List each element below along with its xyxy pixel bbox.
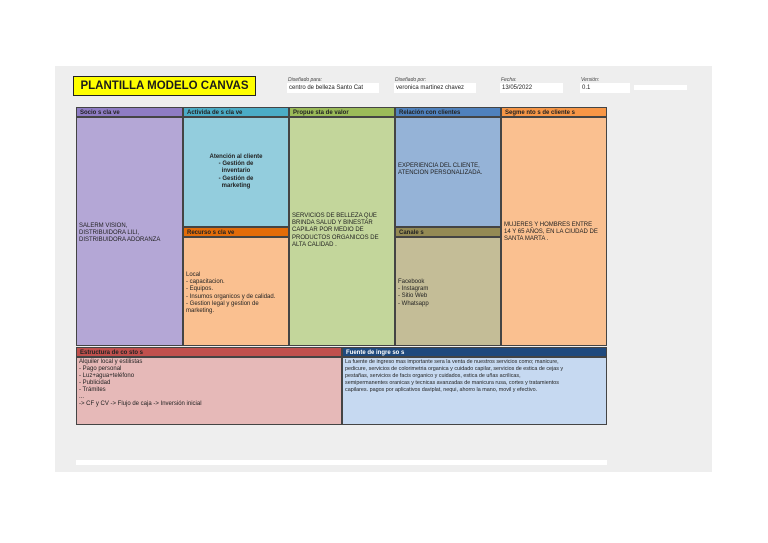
designed-for-label: Diseñado para: bbox=[288, 77, 322, 83]
value-header: Propue sta de valor bbox=[289, 107, 395, 117]
resources-header: Recurso s cla ve bbox=[183, 227, 289, 237]
version-field[interactable]: 0.1 bbox=[580, 83, 630, 93]
segments-header: Segme nto s de cliente s bbox=[501, 107, 607, 117]
relations-header: Relación con clientes bbox=[395, 107, 501, 117]
designed-by-label: Diseñado por: bbox=[395, 77, 427, 83]
version-label: Versión: bbox=[581, 77, 600, 83]
template-title: PLANTILLA MODELO CANVAS bbox=[73, 76, 256, 96]
partners-header: Socio s cla ve bbox=[76, 107, 183, 117]
segments-text: MUJERES Y HOMBRES ENTRE 14 Y 65 AÑOS, EN LA CIUDAD DE SANTA MARTA . bbox=[504, 222, 598, 243]
value-text: SERVICIOS DE BELLEZA QUE BRINDA SALUD Y BINESTAR CAPILAR POR MEDIO DE PRODUCTOS ORGANICOS DE ALTA CALIDAD . bbox=[292, 213, 379, 248]
date-label: Fecha: bbox=[501, 77, 517, 83]
date-field[interactable]: 13/05/2022 bbox=[500, 83, 563, 93]
extra-field bbox=[634, 85, 687, 90]
channels-text: Facebook - Instagram - Sitio Web - Whatsapp bbox=[398, 279, 429, 307]
designed-for-field[interactable]: centro de belleza Santo Cat bbox=[287, 83, 379, 93]
activities-text: Atención al cliente - Gestión de inventario - Gestión de marketing bbox=[209, 154, 263, 189]
activities-header: Activida de s cla ve bbox=[183, 107, 289, 117]
relations-text: EXPERIENCIA DEL CLIENTE, ATENCION PERSONALIZADA. bbox=[398, 163, 483, 177]
costs-header: Estructura de co sto s bbox=[76, 347, 342, 357]
costs-text: Alquiler local y estilistas - Pago personal - Luz+agua+teléfono - Publicidad - Trámites ... -> CF y CV -> Flujo de caja -> Inversión inicial bbox=[79, 359, 202, 407]
resources-text: Local - capacitacion. - Equipos. - Insumos organicos y de calidad. - Gestion legal y gestion de marketing. bbox=[186, 272, 276, 315]
channels-header: Canale s bbox=[395, 227, 501, 237]
partners-text: SALERM VISION, DISTRIBUIDORA LILI, DISTRIBUIDORA ADORANZA bbox=[79, 223, 161, 244]
footer-bar bbox=[76, 460, 607, 465]
revenue-header: Fuente de ingre so s bbox=[342, 347, 607, 357]
revenue-text: La fuente de ingreso mas importante sera la venta de nuestros servicios como; manicure, pedicure, servicios de colorimetria organica y cuidado capilar, servicios de estica de cejas y pestañas, servicios de facis organico y cuidados, estica de uñas acrilicas, semipermanentes oranicas y tecnicas avanzadas de manicura rusa, cortes y tratamientos capilares. pagos por aplicativos daviplat, nequi, ahorro la mano, movil y efectivo. bbox=[345, 359, 564, 393]
designed-by-field[interactable]: veronica martinez chavez bbox=[394, 83, 476, 93]
